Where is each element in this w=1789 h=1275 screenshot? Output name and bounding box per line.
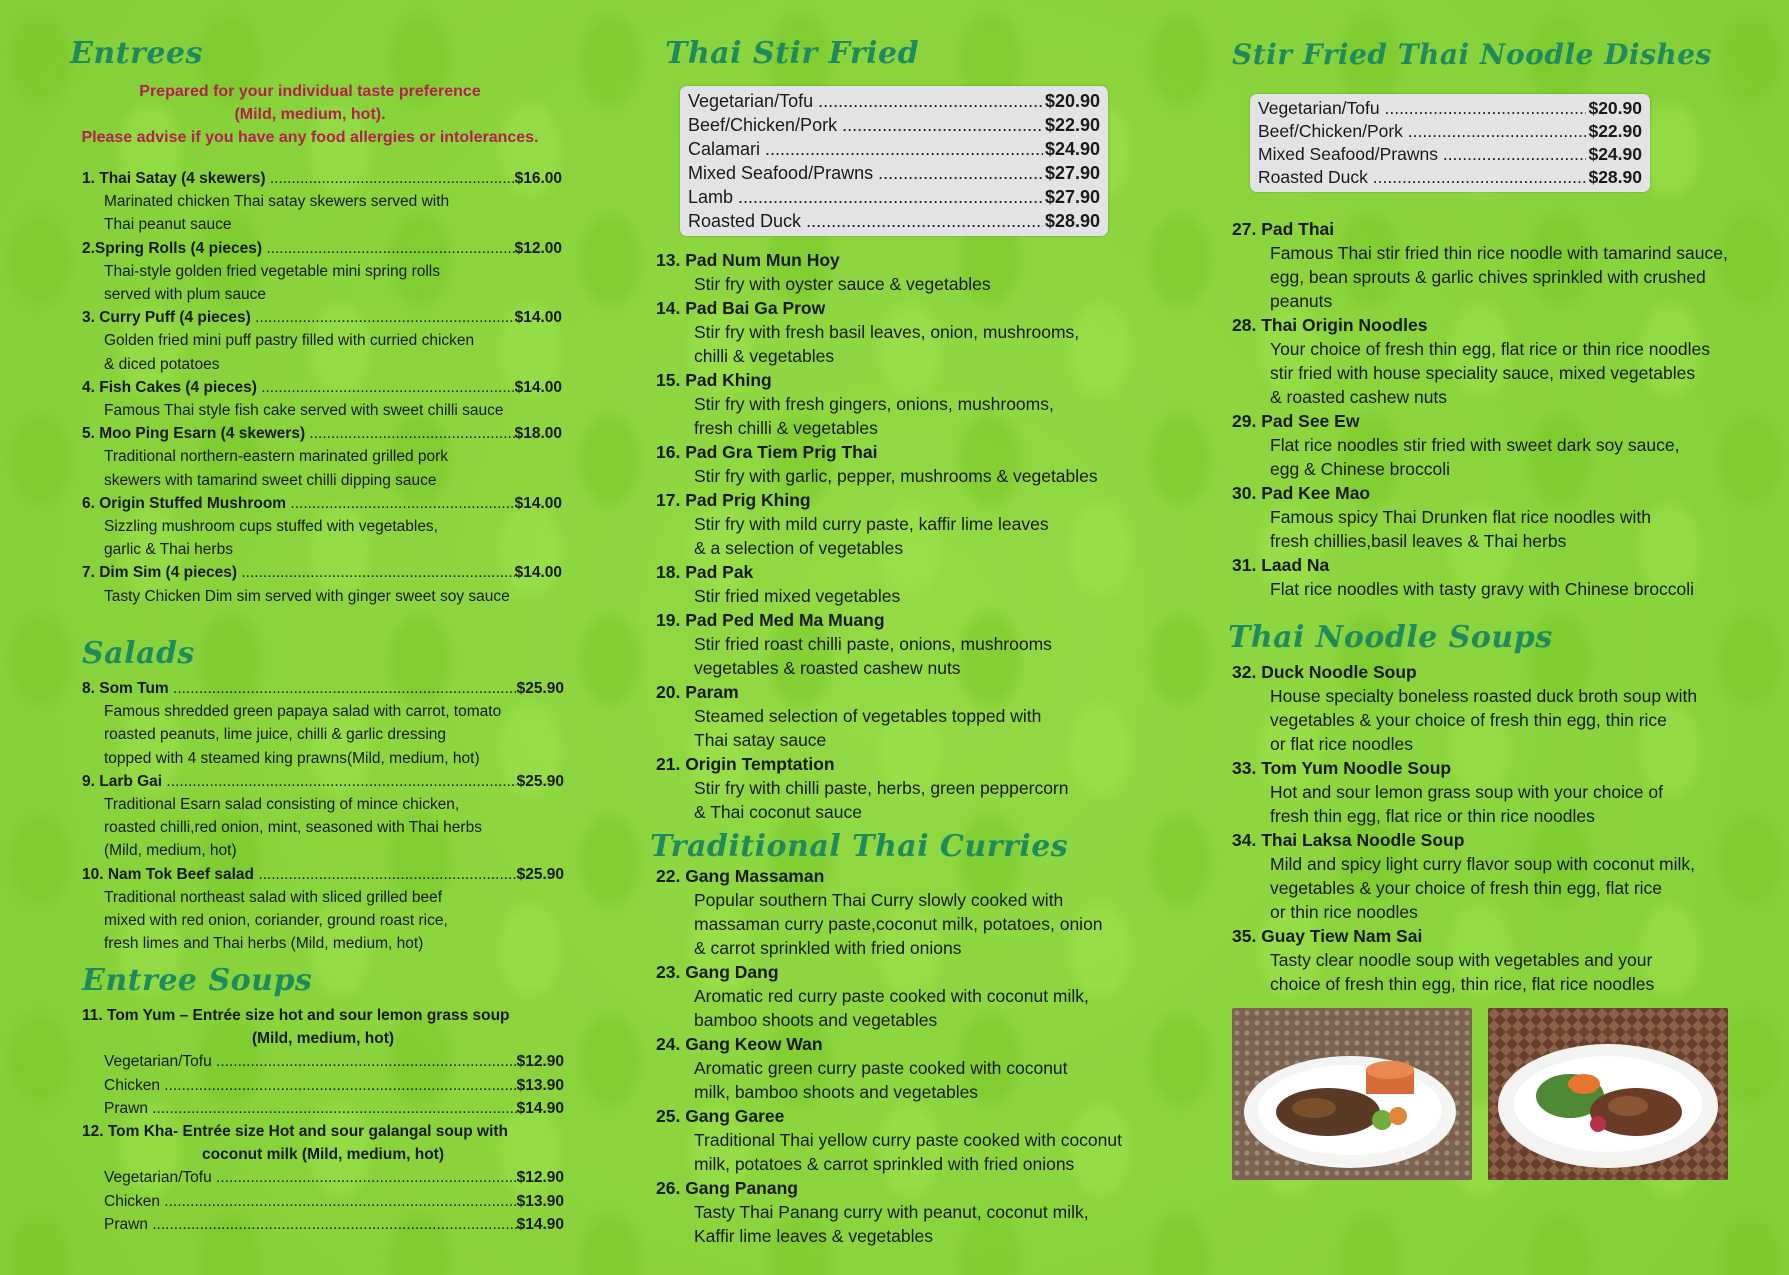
price-option-value: $20.90 xyxy=(1044,91,1100,111)
price-row xyxy=(688,113,1100,137)
menu-item-title: 7. Dim Sim (4 pieces) ..... xyxy=(82,561,515,584)
soup-option-price: $13.90 xyxy=(516,1192,564,1210)
menu-item-title: 21. Origin Temptation xyxy=(656,754,835,774)
soup-option-name: Vegetarian/Tofu ..... xyxy=(104,1050,517,1073)
menu-item-title-row xyxy=(82,422,562,445)
price-option-name: Mixed Seafood/Prawns ..... xyxy=(1258,143,1586,166)
menu-item-description: fresh limes and Thai herbs (Mild, medium, hot) xyxy=(104,935,424,953)
menu-item-description: topped with 4 steamed king prawns(Mild, medium, hot) xyxy=(104,749,480,767)
menu-item-description: Hot and sour lemon grass soup with your choice of xyxy=(1270,782,1663,802)
menu-item-price: $14.00 xyxy=(514,564,562,582)
noodle-soups-heading: Thai Noodle Soups xyxy=(1228,620,1553,655)
menu-item-description: Traditional Esarn salad consisting of mince chicken, xyxy=(104,796,460,814)
menu-item-description: Famous Thai stir fried thin rice noodle with tamarind sauce, xyxy=(1270,243,1728,263)
stir-fried-price-box xyxy=(680,86,1108,236)
menu-item-description: egg, bean sprouts & garlic chives sprinkled with crushed xyxy=(1270,267,1706,287)
menu-item-description: & roasted cashew nuts xyxy=(1270,387,1448,407)
soup-option-row xyxy=(82,1050,564,1073)
curries-list xyxy=(656,864,1196,1248)
menu-item-description: (Mild, medium, hot) xyxy=(104,842,237,860)
menu-item-title: 24. Gang Keow Wan xyxy=(656,1034,823,1054)
menu-item-description: Stir fry with garlic, pepper, mushrooms & vegetables xyxy=(694,466,1098,486)
menu-item-price: $14.00 xyxy=(514,494,562,512)
menu-item-title: 35. Guay Tiew Nam Sai xyxy=(1232,926,1423,946)
price-option-name: Vegetarian/Tofu ..... xyxy=(1258,97,1586,120)
menu-item-description: & carrot sprinkled with fried onions xyxy=(694,938,962,958)
price-row xyxy=(688,161,1100,185)
menu-item-title: 31. Laad Na xyxy=(1232,555,1330,575)
note-line: (Mild, medium, hot). xyxy=(234,106,386,123)
salads-list xyxy=(82,677,564,955)
menu-item-title-row xyxy=(82,770,564,793)
menu-item-description: choice of fresh thin egg, thin rice, flat rice noodles xyxy=(1270,974,1655,994)
menu-item-description: Famous Thai style fish cake served with sweet chilli sauce xyxy=(104,402,504,420)
menu-item-title: 16. Pad Gra Tiem Prig Thai xyxy=(656,442,878,462)
menu-item-title: 26. Gang Panang xyxy=(656,1178,798,1198)
menu-item-price: $16.00 xyxy=(514,170,562,187)
menu-item-title: 19. Pad Ped Med Ma Muang xyxy=(656,610,885,630)
menu-item-description: Traditional northeast salad with sliced grilled beef xyxy=(104,888,443,906)
menu-item-title: 29. Pad See Ew xyxy=(1232,411,1360,431)
price-option-name: Beef/Chicken/Pork ..... xyxy=(1258,120,1586,143)
food-photo-satay xyxy=(1232,1008,1472,1180)
menu-item-description: Your choice of fresh thin egg, flat rice or thin rice noodles xyxy=(1270,339,1711,359)
menu-item-title: 15. Pad Khing xyxy=(656,370,772,390)
menu-item-title: 18. Pad Pak xyxy=(656,562,754,582)
menu-item-description: served with plum sauce xyxy=(104,286,266,304)
soup-option-price: $12.90 xyxy=(516,1169,564,1187)
soup-option-row xyxy=(82,1097,564,1120)
price-row xyxy=(688,185,1100,209)
menu-item-title: 6. Origin Stuffed Mushroom ..... xyxy=(82,492,515,515)
menu-item-description: Stir fry with chilli paste, herbs, green peppercorn xyxy=(694,778,1069,798)
menu-item-title: 10. Nam Tok Beef salad ..... xyxy=(82,863,517,886)
menu-item-title-row xyxy=(82,677,564,700)
noodle-soups-list xyxy=(1232,660,1780,996)
price-row xyxy=(1258,143,1642,166)
menu-item-price: $25.90 xyxy=(516,680,564,697)
menu-item-title: 27. Pad Thai xyxy=(1232,219,1335,239)
soup-option-price: $12.90 xyxy=(516,1053,564,1071)
soup-title-line: 11. Tom Yum – Entrée size hot and sour lemon grass soup xyxy=(82,1007,510,1024)
menu-item-description: Golden fried mini puff pastry filled with curried chicken xyxy=(104,332,475,350)
menu-item-description: Flat rice noodles stir fried with sweet dark soy sauce, xyxy=(1270,435,1680,455)
menu-item-description: Tasty clear noodle soup with vegetables and your xyxy=(1270,950,1653,970)
menu-item-price: $25.90 xyxy=(516,865,564,883)
curries-heading: Traditional Thai Curries xyxy=(650,829,1069,864)
menu-item-title: 25. Gang Garee xyxy=(656,1106,785,1126)
menu-item-description: vegetables & your choice of fresh thin egg, thin rice xyxy=(1270,710,1667,730)
menu-item-title: 5. Moo Ping Esarn (4 skewers) ..... xyxy=(82,422,515,445)
soup-option-row xyxy=(82,1166,564,1189)
menu-item-price: $14.00 xyxy=(514,378,562,396)
menu-item-title: 33. Tom Yum Noodle Soup xyxy=(1232,758,1452,778)
menu-item-title: 17. Pad Prig Khing xyxy=(656,490,811,510)
entree-soups-list xyxy=(82,1004,564,1236)
price-option-name: Beef/Chicken/Pork ..... xyxy=(688,113,1043,137)
menu-item-title: 9. Larb Gai ..... xyxy=(82,770,517,793)
menu-item-title: 4. Fish Cakes (4 pieces) ..... xyxy=(82,376,515,399)
menu-item-description: massaman curry paste,coconut milk, potatoes, onion xyxy=(694,914,1103,934)
menu-item-description: or flat rice noodles xyxy=(1270,734,1413,754)
menu-item-description: Tasty Thai Panang curry with peanut, coconut milk, xyxy=(694,1202,1089,1222)
noodles-list xyxy=(1232,217,1780,601)
menu-item-title: 20. Param xyxy=(656,682,739,702)
entrees-list xyxy=(82,167,562,608)
menu-item-title-row xyxy=(82,167,562,190)
price-option-value: $24.90 xyxy=(1588,144,1642,164)
menu-item-description: Aromatic red curry paste cooked with coconut milk, xyxy=(694,986,1089,1006)
menu-item-description: Stir fried mixed vegetables xyxy=(694,586,901,606)
price-option-value: $22.90 xyxy=(1044,115,1100,135)
price-option-name: Calamari ..... xyxy=(688,137,1043,161)
menu-item-title-row xyxy=(82,561,562,584)
menu-item-description: vegetables & your choice of fresh thin egg, flat rice xyxy=(1270,878,1663,898)
menu-item-title: 13. Pad Num Mun Hoy xyxy=(656,250,840,270)
soup-title-line: (Mild, medium, hot) xyxy=(251,1030,395,1048)
soup-option-price: $13.90 xyxy=(516,1076,564,1094)
food-photo-beef-salad xyxy=(1488,1008,1728,1180)
menu-item-title: 23. Gang Dang xyxy=(656,962,779,982)
menu-item-description: Marinated chicken Thai satay skewers served with xyxy=(104,193,450,211)
price-option-value: $22.90 xyxy=(1588,121,1642,141)
entrees-note xyxy=(60,80,560,149)
soup-option-row xyxy=(82,1213,564,1236)
entree-soups-heading: Entree Soups xyxy=(82,963,313,998)
price-option-name: Mixed Seafood/Prawns ..... xyxy=(688,161,1043,185)
note-line: Prepared for your individual taste preference xyxy=(139,83,481,100)
menu-item-description: Sizzling mushroom cups stuffed with vegetables, xyxy=(104,518,438,536)
menu-item-description: vegetables & roasted cashew nuts xyxy=(694,658,961,678)
menu-item-description: Flat rice noodles with tasty gravy with Chinese broccoli xyxy=(1270,579,1695,599)
price-option-value: $28.90 xyxy=(1588,167,1642,187)
menu-item-description: Mild and spicy light curry flavor soup with coconut milk, xyxy=(1270,854,1696,874)
menu-item-description: mixed with red onion, coriander, ground roast rice, xyxy=(104,912,448,930)
menu-item-title: 28. Thai Origin Noodles xyxy=(1232,315,1428,335)
price-row xyxy=(1258,97,1642,120)
menu-item-description: Stir fry with fresh gingers, onions, mushrooms, xyxy=(694,394,1054,414)
menu-item-description: Kaffir lime leaves & vegetables xyxy=(694,1226,933,1246)
soup-option-name: Vegetarian/Tofu ..... xyxy=(104,1166,517,1189)
price-option-name: Roasted Duck ..... xyxy=(1258,166,1586,189)
soup-option-row xyxy=(82,1190,564,1213)
menu-item-price: $14.00 xyxy=(514,309,562,327)
soup-option-row xyxy=(82,1074,564,1097)
price-option-value: $28.90 xyxy=(1044,211,1100,231)
menu-item-price: $12.00 xyxy=(514,239,562,257)
salads-heading: Salads xyxy=(82,636,195,671)
menu-item-price: $25.90 xyxy=(516,772,564,790)
noodles-price-box xyxy=(1250,94,1650,192)
soup-title-line: 12. Tom Kha- Entrée size Hot and sour galangal soup with xyxy=(82,1123,509,1141)
menu-item-description: milk, bamboo shoots and vegetables xyxy=(694,1082,979,1102)
menu-item-description: stir fried with house speciality sauce, mixed vegetables xyxy=(1270,363,1696,383)
soup-option-name: Prawn ..... xyxy=(104,1097,517,1120)
menu-item-description: fresh thin egg, flat rice or thin rice noodles xyxy=(1270,806,1595,826)
menu-item-description: House specialty boneless roasted duck broth soup with xyxy=(1270,686,1698,706)
menu-item-title-row xyxy=(82,492,562,515)
menu-item-description: skewers with tamarind sweet chilli dipping sauce xyxy=(104,471,437,489)
menu-item-description: Stir fried roast chilli paste, onions, mushrooms xyxy=(694,634,1052,654)
price-option-value: $27.90 xyxy=(1044,187,1100,207)
soup-option-price: $14.90 xyxy=(516,1215,564,1233)
menu-item-title-row xyxy=(82,306,562,329)
menu-item-description: fresh chillies,basil leaves & Thai herbs xyxy=(1270,531,1567,551)
menu-item-title-row xyxy=(82,237,562,260)
soup-option-price: $14.90 xyxy=(516,1099,564,1117)
price-option-name: Roasted Duck ..... xyxy=(688,209,1043,233)
menu-item-title: 22. Gang Massaman xyxy=(656,866,825,886)
menu-item-description: bamboo shoots and vegetables xyxy=(694,1010,938,1030)
menu-item-title-row xyxy=(82,376,562,399)
menu-item-description: Stir fry with fresh basil leaves, onion, mushrooms, xyxy=(694,322,1080,342)
menu-item-title: 32. Duck Noodle Soup xyxy=(1232,662,1417,682)
price-option-value: $27.90 xyxy=(1044,163,1100,183)
menu-item-description: roasted chilli,red onion, mint, seasoned with Thai herbs xyxy=(104,819,482,837)
menu-item-description: & Thai coconut sauce xyxy=(694,802,862,822)
menu-item-description: or thin rice noodles xyxy=(1270,902,1418,922)
price-row xyxy=(688,137,1100,161)
menu-item-description: Thai peanut sauce xyxy=(104,216,232,234)
menu-item-description: garlic & Thai herbs xyxy=(104,541,233,559)
menu-item-description: Tasty Chicken Dim sim served with ginger sweet soy sauce xyxy=(104,587,510,605)
menu-item-title: 34. Thai Laksa Noodle Soup xyxy=(1232,830,1465,850)
menu-item-description: & a selection of vegetables xyxy=(694,538,904,558)
price-option-name: Lamb ..... xyxy=(688,185,1043,209)
menu-item-price: $18.00 xyxy=(514,425,562,443)
soup-option-name: Chicken ..... xyxy=(104,1190,517,1213)
entrees-heading: Entrees xyxy=(70,36,203,71)
menu-item-title: 2.Spring Rolls (4 pieces) ..... xyxy=(82,237,515,260)
menu-item-title: 8. Som Tum ..... xyxy=(82,677,517,700)
menu-item-description: peanuts xyxy=(1270,291,1333,311)
menu-item-description: Popular southern Thai Curry slowly cooked with xyxy=(694,890,1064,910)
menu-item-title: 3. Curry Puff (4 pieces) ..... xyxy=(82,306,515,329)
menu-item-description: Thai satay sauce xyxy=(694,730,827,750)
price-row xyxy=(688,89,1100,113)
menu-item-description: & diced potatoes xyxy=(104,355,220,373)
menu-item-description: Traditional Thai yellow curry paste cooked with coconut xyxy=(694,1130,1122,1150)
price-row xyxy=(1258,166,1642,189)
menu-item-description: chilli & vegetables xyxy=(694,346,835,366)
noodles-heading: Stir Fried Thai Noodle Dishes xyxy=(1232,38,1712,71)
price-row xyxy=(688,209,1100,233)
note-line: Please advise if you have any food allergies or intolerances. xyxy=(81,129,539,146)
soup-option-name: Prawn ..... xyxy=(104,1213,517,1236)
menu-item-title: 1. Thai Satay (4 skewers) ..... xyxy=(82,167,515,190)
menu-item-title: 14. Pad Bai Ga Prow xyxy=(656,298,826,318)
price-option-value: $20.90 xyxy=(1588,98,1642,118)
menu-item-description: milk, potatoes & carrot sprinkled with fried onions xyxy=(694,1154,1075,1174)
menu-item-description: Famous spicy Thai Drunken flat rice noodles with xyxy=(1270,507,1651,527)
stir-fried-list xyxy=(656,248,1196,824)
menu-item-description: Thai-style golden fried vegetable mini spring rolls xyxy=(104,262,440,280)
menu-item-description: Famous shredded green papaya salad with carrot, tomato xyxy=(104,703,502,721)
menu-item-description: Stir fry with mild curry paste, kaffir lime leaves xyxy=(694,514,1049,534)
stir-fried-heading: Thai Stir Fried xyxy=(665,36,920,71)
soup-title-line: coconut milk (Mild, medium, hot) xyxy=(202,1146,444,1164)
price-option-value: $24.90 xyxy=(1044,139,1100,159)
menu-item-description: Traditional northern-eastern marinated grilled pork xyxy=(104,448,449,466)
price-row xyxy=(1258,120,1642,143)
menu-item-title: 30. Pad Kee Mao xyxy=(1232,483,1371,503)
menu-item-description: fresh chilli & vegetables xyxy=(694,418,878,438)
menu-item-description: roasted peanuts, lime juice, chilli & garlic dressing xyxy=(104,726,447,744)
price-option-name: Vegetarian/Tofu ..... xyxy=(688,89,1043,113)
soup-option-name: Chicken ..... xyxy=(104,1074,517,1097)
menu-item-description: egg & Chinese broccoli xyxy=(1270,459,1450,479)
menu-item-description: Steamed selection of vegetables topped with xyxy=(694,706,1042,726)
menu-item-description: Aromatic green curry paste cooked with coconut xyxy=(694,1058,1068,1078)
menu-item-description: Stir fry with oyster sauce & vegetables xyxy=(694,274,991,294)
menu-item-title-row xyxy=(82,863,564,886)
